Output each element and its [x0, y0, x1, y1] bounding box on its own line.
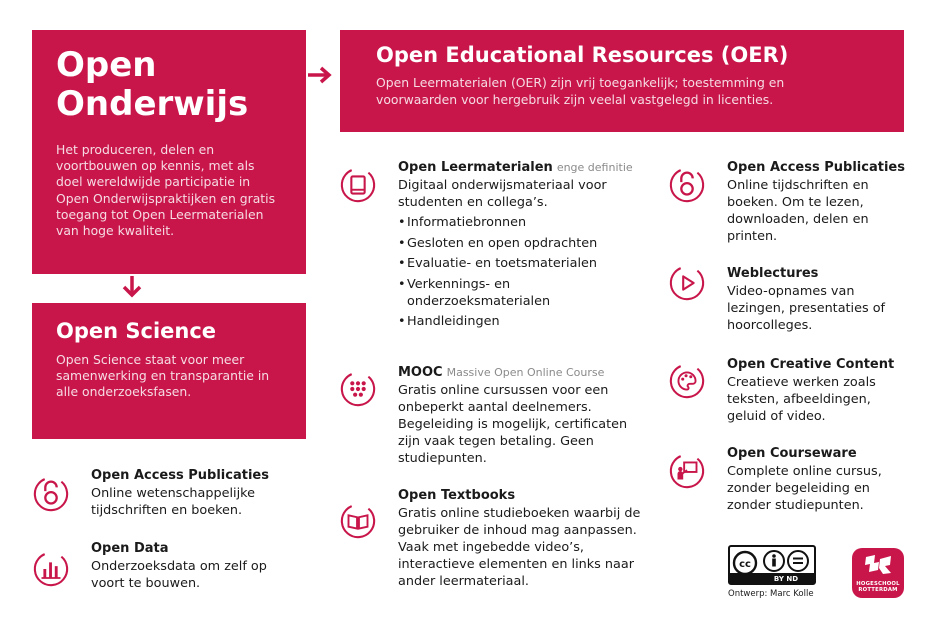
dots-icon	[339, 370, 377, 408]
presenter-icon	[668, 452, 706, 490]
svg-text:BY ND: BY ND	[773, 575, 799, 583]
open-science-title: Open Science	[56, 319, 217, 343]
leermaterialen-subtitle: enge definitie	[556, 161, 633, 174]
bar-chart-icon	[32, 550, 70, 588]
play-icon	[668, 264, 706, 302]
open-book-icon	[339, 502, 377, 540]
oer-box	[340, 30, 904, 132]
science-access-item	[91, 468, 291, 519]
courseware-title: Open Courseware	[727, 446, 857, 461]
palette-icon	[668, 362, 706, 400]
textbooks-text: Gratis online studieboeken waarbij de gebruiker de inhoud mag aanpassen. Vaak met ingebedde video’s, interactieve elementen en links naar ander leermateriaal.	[398, 506, 641, 590]
svg-text:cc: cc	[739, 559, 751, 570]
open-lock-icon	[32, 475, 70, 513]
creative-content-text: Creatieve werken zoals teksten, afbeeldingen, geluid of video.	[727, 375, 876, 425]
cc-license-badge	[728, 545, 816, 585]
design-credit: Ontwerp: Marc Kolle	[728, 589, 814, 599]
open-data-title: Open Data	[91, 541, 169, 556]
open-lock-icon	[668, 166, 706, 204]
open-onderwijs-title: Open Onderwijs	[56, 45, 249, 124]
mooc-subtitle: Massive Open Online Course	[446, 366, 605, 379]
weblectures-title: Weblectures	[727, 266, 819, 281]
creative-content-item	[727, 357, 917, 425]
hogeschool-rotterdam-logo	[852, 548, 904, 598]
open-onderwijs-text: Het produceren, delen en voortbouwen op kennis, met als doel wereldwijde participatie in Open Onderwijspraktijken en gratis toegang tot Open Leermaterialen van hoge kwaliteit.	[56, 141, 276, 239]
arrow-down-icon	[120, 276, 144, 300]
weblectures-text: Video-opnames van lezingen, presentaties of hoorcolleges.	[727, 284, 886, 334]
bullet-item: • Handleidingen	[398, 314, 648, 331]
open-science-text: Open Science staat voor meer samenwerking en transparantie in alle onderzoeksfasen.	[56, 352, 270, 399]
courseware-item	[727, 446, 917, 514]
weblectures-item	[727, 266, 917, 334]
open-data-text: Onderzoeksdata om zelf op voort te bouwen.	[91, 559, 267, 592]
creative-content-title: Open Creative Content	[727, 357, 895, 372]
bullet-item: • Informatiebronnen	[398, 215, 648, 232]
textbooks-title: Open Textbooks	[398, 488, 516, 503]
logo-line2: ROTTERDAM	[858, 587, 898, 594]
bullet-item: • Evaluatie- en toetsmaterialen	[398, 256, 648, 273]
mooc-text: Gratis online cursussen voor een onbeperkt aantal deelnemers. Begeleiding is mogelijk, certificaten zijn vaak tegen betaling. Geen studiepunten.	[398, 383, 628, 467]
leermaterialen-title: Open Leermaterialen	[398, 160, 553, 175]
mooc-title: MOOC	[398, 365, 443, 380]
leermaterialen-bullets	[398, 215, 648, 331]
cc-license-icon	[730, 547, 814, 583]
courseware-text: Complete online cursus, zonder begeleiding en zonder studiepunten.	[727, 464, 882, 514]
oer-title: Open Educational Resources (OER)	[376, 43, 789, 67]
science-access-title: Open Access Publicaties	[91, 468, 269, 483]
hr-logo-mark-icon	[863, 553, 893, 577]
right-access-title: Open Access Publicaties	[727, 160, 905, 175]
right-access-item	[727, 160, 917, 245]
right-access-text: Online tijdschriften en boeken. Om te lezen, downloaden, delen en printen.	[727, 178, 869, 245]
textbooks-item	[398, 488, 648, 590]
science-access-text: Online wetenschappelijke tijdschriften en boeken.	[91, 486, 255, 519]
book-icon	[339, 166, 377, 204]
open-data-item	[91, 541, 291, 592]
mooc-item	[398, 365, 648, 467]
open-onderwijs-box	[32, 30, 306, 274]
leermaterialen-item	[398, 160, 648, 335]
oer-text: Open Leermaterialen (OER) zijn vrij toegankelijk; toestemming en voorwaarden voor hergebruik zijn veelal vastgelegd in licenties.	[376, 75, 785, 107]
leermaterialen-text: Digitaal onderwijsmateriaal voor studenten en collega’s.	[398, 178, 607, 211]
open-science-box	[32, 303, 306, 439]
bullet-item: • Verkennings- en onderzoeksmaterialen	[398, 277, 548, 310]
bullet-item: • Gesloten en open opdrachten	[398, 236, 648, 253]
arrow-right-icon	[308, 66, 334, 84]
logo-line1: HOGESCHOOL	[856, 581, 900, 587]
